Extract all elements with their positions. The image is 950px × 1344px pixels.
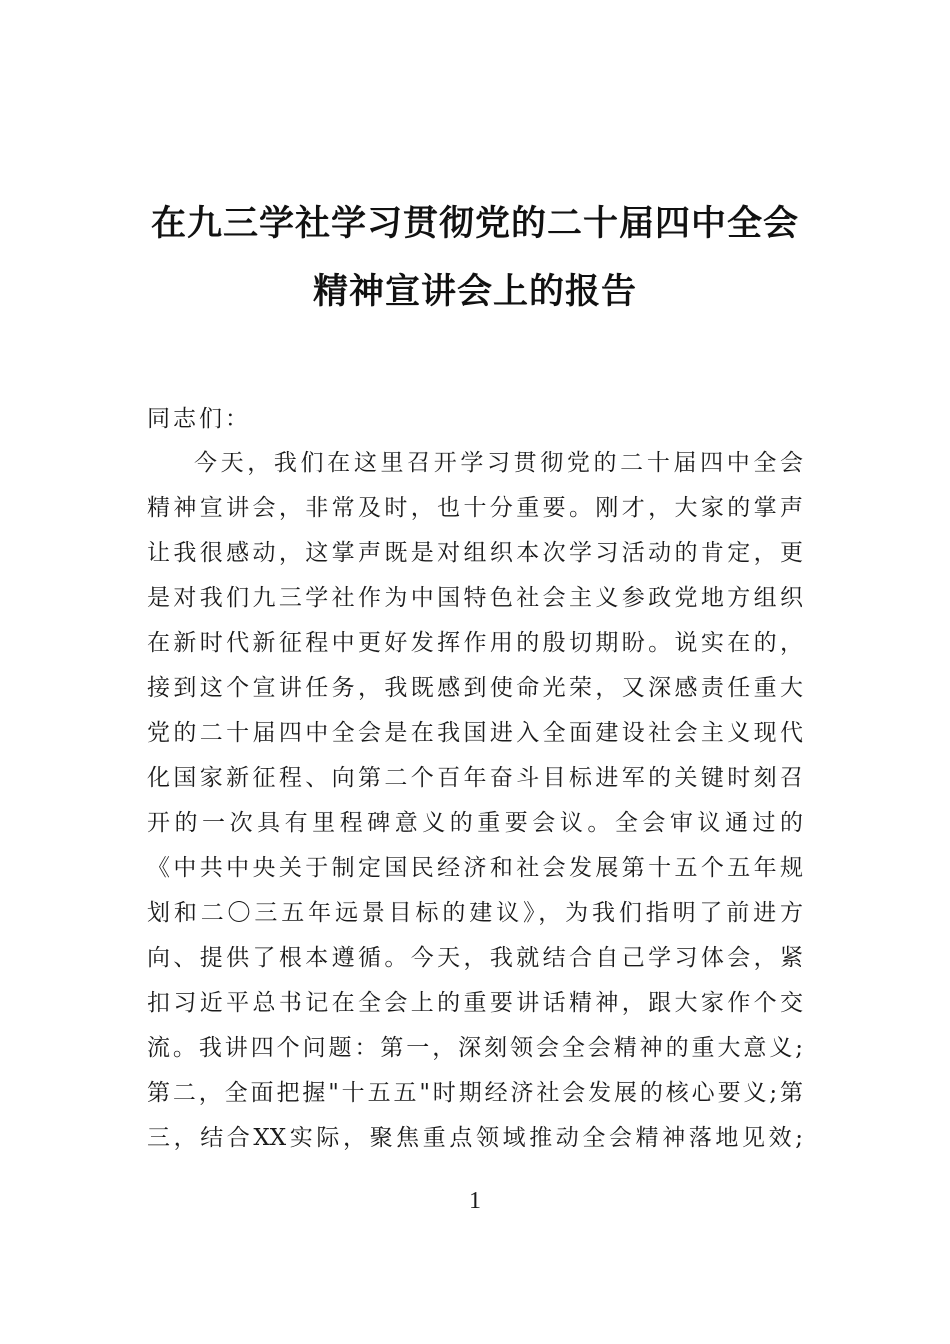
salutation: 同志们： (147, 406, 251, 432)
body-line: 化国家新征程、向第二个百年奋斗目标进军的关键时刻召 (147, 765, 803, 791)
body-line: 让我很感动，这掌声既是对组织本次学习活动的肯定，更 (147, 540, 803, 566)
body-line: 流。我讲四个问题：第一，深刻领会全会精神的重大意义; (147, 1035, 803, 1061)
body-line: 开的一次具有里程碑意义的重要会议。全会审议通过的 (147, 810, 803, 836)
body-line: 党的二十届四中全会是在我国进入全面建设社会主义现代 (147, 720, 803, 746)
page-number: 1 (469, 1188, 481, 1214)
body-line: 接到这个宣讲任务，我既感到使命光荣，又深感责任重大 (147, 675, 803, 701)
body-line: 划和二〇三五年远景目标的建议》，为我们指明了前进方 (147, 900, 803, 926)
body-line: 在新时代新征程中更好发挥作用的殷切期盼。说实在的， (147, 630, 803, 656)
body-line: 向、提供了根本遵循。今天，我就结合自己学习体会，紧 (147, 945, 803, 971)
body-line: 《中共中央关于制定国民经济和社会发展第十五个五年规 (147, 855, 803, 881)
document-title-line-2: 精神宣讲会上的报告 (312, 271, 637, 312)
body-line: 三，结合XX实际，聚焦重点领域推动全会精神落地见效; (147, 1125, 803, 1151)
document-title-line-1: 在九三学社学习贯彻党的二十届四中全会 (150, 203, 799, 244)
body-line: 扣习近平总书记在全会上的重要讲话精神，跟大家作个交 (147, 990, 803, 1016)
body-line: 今天，我们在这里召开学习贯彻党的二十届四中全会 (194, 450, 803, 476)
body-line: 是对我们九三学社作为中国特色社会主义参政党地方组织 (147, 585, 803, 611)
body-line: 第二，全面把握"十五五"时期经济社会发展的核心要义;第 (147, 1080, 803, 1106)
body-line: 精神宣讲会，非常及时，也十分重要。刚才，大家的掌声 (147, 495, 803, 521)
